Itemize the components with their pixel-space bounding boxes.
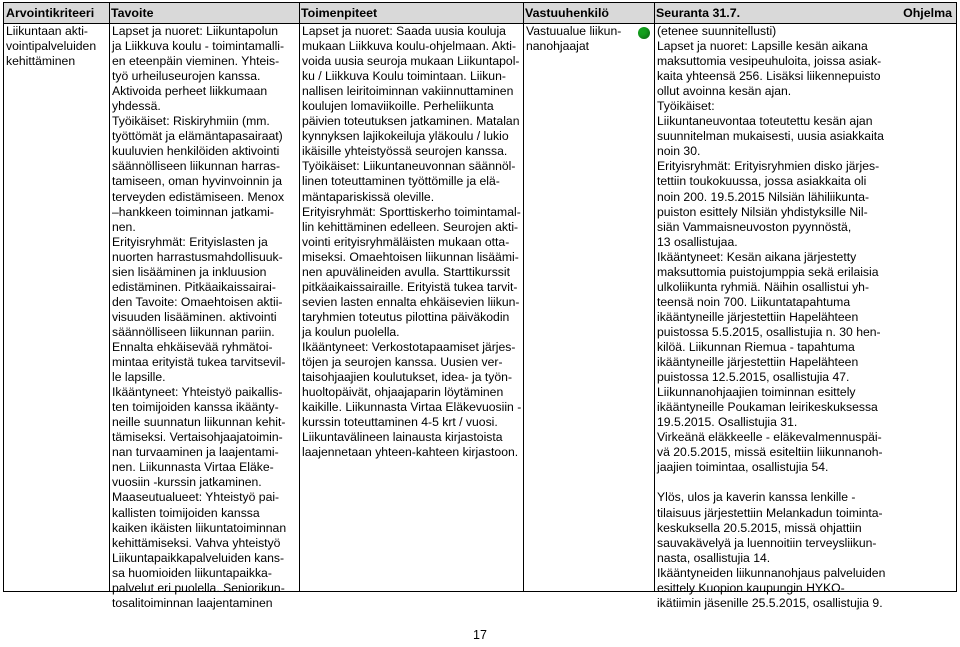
goal-line: edistäminen. Pitkäaikaissairai- (112, 279, 276, 294)
goal-line: vuosiin -kurssin jatkaminen. (112, 475, 262, 490)
followup-line: Liikunnanohjaajien toiminnan esittely (657, 385, 856, 400)
goal-line: kaiken ikäisten liikuntatoiminnan (112, 520, 287, 535)
action-line: Työikäiset: Liikuntaneuvonnan säännöl- (302, 159, 516, 174)
followup-line: kilöä. Liikunnan Riemua - tapahtuma (657, 339, 855, 354)
criterion-line: Liikuntaan akti- (6, 24, 88, 38)
followup-line: maksuttomia vesipeuhuloita, joissa asiak- (657, 54, 882, 69)
responsible-line: nanohjaajat (526, 39, 590, 54)
followup-line: ulkoliikunta ryhmiä. Näihin osallistui yh- (657, 279, 870, 294)
header-goal: Tavoite (111, 6, 154, 20)
goal-line: Erityisryhmät: Erityislasten ja (112, 234, 268, 249)
followup-line: Lapset ja nuoret: Lapsille kesän aikana (657, 39, 868, 54)
goal-line: palvelut eri puolella. Seniorikun- (112, 580, 285, 595)
followup-line: kaita yhteensä 256. Lisäksi liikennepuisto (657, 69, 881, 84)
goal-line: työ urheiluseurojen kanssa. (112, 69, 261, 84)
goal-line: terveyden edistämiseen. Menox (112, 189, 285, 204)
followup-line: Virkeänä eläkkeelle - eläkevalmennuspäi- (657, 430, 882, 445)
goal-line: nan turvaaminen ja laajentami- (112, 445, 279, 460)
followup-line: Ylös, ulos ja kaverin kanssa lenkille - (657, 490, 856, 505)
goal-line: tosalitoiminnan laajentaminen (112, 595, 273, 610)
action-line: kaikille. Liikunnasta Virtaa Eläkevuosiin - (302, 400, 522, 415)
action-line: miseksi. Omaehtoisen liikunnan lisäämi- (302, 249, 519, 264)
goal-line: Ikääntyneet: Yhteistyö paikallis- (112, 385, 283, 400)
followup-line: jaajien toimintaa, osallistujia 54. (657, 460, 829, 475)
action-line: ku / Liikkuva Koulu toimintaan. Liikun- (302, 69, 506, 84)
followup-line: puistossa 5.5.2015, osallistujia n. 30 hen- (657, 324, 881, 339)
action-line: ja koulun puolella. (302, 324, 400, 339)
plan-table (3, 2, 957, 610)
header-responsible: Vastuuhenkilö (525, 6, 609, 20)
followup-line: Erityisryhmät: Erityisryhmien disko järjes- (657, 159, 880, 174)
goal-line: Liikuntapaikkapalveluiden kans- (112, 550, 285, 565)
action-line: nen apuvälineiden avulla. Starttikurssit (302, 264, 510, 279)
followup-line: (etenee suunnitellusti) (657, 24, 777, 38)
goal-line: mintaa erityistä tukea tarvitsevil- (112, 355, 286, 370)
goal-line: nuorten harrastusmahdollisuuk- (112, 249, 283, 264)
goal-line: neille suunnatun liikunnan kehit- (112, 415, 286, 430)
followup-line: puiston esittely Nilsiän yhdistyksille Nil- (657, 204, 868, 219)
action-line: Ikääntyneet: Verkostotapaamiset järjes- (302, 339, 516, 354)
header-actions: Toimenpiteet (301, 6, 378, 20)
action-line: töjen ja seurojen kanssa. Uusien ver- (302, 355, 503, 370)
action-line: taryhmien toteutus pilottina päiväkodin (302, 309, 510, 324)
goal-line: sien lisääminen ja inkluusion (112, 264, 267, 279)
goal-line: nen. Liikunnasta Virtaa Eläke- (112, 460, 274, 475)
goal-line: Aktivoida perheet liikkumaan (112, 84, 268, 99)
followup-line: Työikäiset: (657, 99, 715, 114)
header-followup: Seuranta 31.7. (656, 6, 741, 20)
followup-line: noin 200. 19.5.2015 Nilsiän lähiliikunta- (657, 189, 870, 204)
criterion-cell (4, 24, 109, 591)
followup-line: puistossa 12.5.2015, osallistujia 47. (657, 370, 850, 385)
goal-line: den Tavoite: Omaehtoisen aktii- (112, 294, 283, 309)
goal-line: kehittämiseksi. Vahva yhteistyö (112, 535, 281, 550)
followup-line: maksuttomia puistojumppia sekä erilaisia (657, 264, 879, 279)
goal-line: Työikäiset: Riskiryhmiin (mm. (112, 114, 270, 129)
goal-line: Maaseutualueet: Yhteistyö pai- (112, 490, 280, 505)
followup-line: ikääntyneille järjestettiin Hapelähteen (657, 309, 859, 324)
status-indicator-green (638, 27, 650, 39)
responsible-line: Vastuualue liikun- (526, 24, 622, 38)
followup-line: ikätiimin jäsenille 25.5.2015, osallistujia 9. (657, 595, 883, 610)
followup-line: vä 20.5.2015, missä esiteltiin liikunnanoh- (657, 445, 883, 460)
goal-line: säännölliseen liikunnan harras- (112, 159, 281, 174)
action-line: Lapset ja nuoret: Saada uusia kouluja (302, 24, 506, 38)
action-line: koulujen lomaviikoille. Perheliikunta (302, 99, 494, 114)
responsible-cell (524, 24, 654, 591)
header-criterion: Arvointikriteeri (6, 6, 95, 20)
goal-line: työttömät ja elämäntapasairaat) (112, 129, 283, 144)
goal-line: ja Liikkuva koulu - toimintamalli- (112, 39, 285, 54)
followup-line: suunnitelman mukaisesti, uusia asiakkaita (657, 129, 884, 144)
goal-line: tämiseksi. Vertaisohjaajatoimin- (112, 430, 283, 445)
goal-line: Ennalta ehkäisevää ryhmätoi- (112, 339, 273, 354)
goal-line: kallisten toimijoiden kanssa (112, 505, 260, 520)
goal-line: en eteenpäin vieminen. Yhteis- (112, 54, 280, 69)
goal-line: yhdessä. (112, 99, 161, 114)
goal-line: sa huomioiden liikuntapaikka- (112, 565, 272, 580)
followup-line: sauvakävelyä ja luennoitiin terveysliikun- (657, 535, 877, 550)
action-line: huoltopäivät, ohjaajaparin löytäminen (302, 385, 504, 400)
action-line: mukaan Liikkuva koulu-ohjelmaan. Akti- (302, 39, 517, 54)
followup-line: Ikääntyneet: Kesän aikana järjestetty (657, 249, 857, 264)
goal-line: kuuluvien henkilöiden aktivointi (112, 144, 280, 159)
goal-line: tamiseen, oman hyvinvoinnin ja (112, 174, 283, 189)
followup-line: teensä noin 700. Liikuntatapahtuma (657, 294, 851, 309)
followup-line: 13 osallistujaa. (657, 234, 738, 249)
action-line: pitkäaikaissairaille. Erityistä tukea tarvit- (302, 279, 518, 294)
followup-line: ollut avoinna kesän ajan. (657, 84, 792, 99)
action-line: Liikuntavälineen lainausta kirjastoista (302, 430, 503, 445)
goal-line: ten toimijoiden kanssa ikäänty- (112, 400, 279, 415)
header-program: Ohjelma (903, 6, 952, 20)
action-line: voida uusia seuroja mukaan Liikuntapol- (302, 54, 520, 69)
followup-line: nasta, osallistujia 14. (657, 550, 771, 565)
followup-line: 19.5.2015. Osallistujia 31. (657, 415, 798, 430)
action-line: taisohjaajien koulutukset, idea- ja työn- (302, 370, 513, 385)
page-number: 17 (473, 628, 487, 642)
goal-line: visuuden lisääminen. aktivointi (112, 309, 277, 324)
goal-line: nen. (112, 219, 136, 234)
action-line: Erityisryhmät: Sporttiskerho toimintamal- (302, 204, 521, 219)
goal-line: Lapset ja nuoret: Liikuntapolun (112, 24, 279, 38)
action-line: vointi erityisryhmäläisten mukaan otta- (302, 234, 510, 249)
action-line: lin kehittäminen edelleen. Seurojen akti- (302, 219, 519, 234)
action-line: nallisen leiritoiminnan vakiinnuttaminen (302, 84, 514, 99)
followup-line: ikääntyneille järjestettiin Hapelähteen (657, 355, 859, 370)
paragraph-gap (657, 475, 956, 490)
followup-line: Liikuntaneuvontaa toteutettu kesän ajan (657, 114, 873, 129)
action-line: mäntapariskissä oleville. (302, 189, 435, 204)
goal-line: le lapsille. (112, 370, 166, 385)
action-line: ikäisille yhteistyössä seurojen kanssa. (302, 144, 508, 159)
goal-line: –hankkeen toiminnan jatkami- (112, 204, 274, 219)
goal-line: säännölliseen liikunnan pariin. (112, 324, 275, 339)
followup-line: noin 30. (657, 144, 701, 159)
action-line: laajennetaan yhteen-kahteen kirjastoon. (302, 445, 519, 460)
followup-line: ikääntyneille Poukaman leirikeskuksessa (657, 400, 878, 415)
criterion-line: kehittäminen (6, 54, 76, 69)
followup-line: keskuksella 20.5.2015, missä ohjattiin (657, 520, 862, 535)
action-line: sevien lasten ennalta ehkäisevien liikun- (302, 294, 520, 309)
followup-cell (655, 24, 956, 610)
action-line: kurssin toteuttaminen 4-5 krt / vuosi. (302, 415, 498, 430)
action-line: päivien toteutuksen jatkaminen. Matalan (302, 114, 520, 129)
followup-line: esittely Kuopion kaupungin HYKO- (657, 580, 845, 595)
followup-line: tilaisuus järjestettiin Melankadun toiminta- (657, 505, 883, 520)
followup-line: siän Vammaisneuvoston pyynnöstä, (657, 219, 852, 234)
followup-line: tettiin toukokuussa, jossa asiakkaita oli (657, 174, 867, 189)
followup-line: Ikääntyneiden liikunnanohjaus palveluiden (657, 565, 886, 580)
action-line: kynnyksen lajikokeiluja yläkoulu / lukio (302, 129, 509, 144)
actions-cell (300, 24, 523, 591)
goal-cell (110, 24, 299, 610)
criterion-line: vointipalveluiden (6, 39, 97, 54)
action-line: linen toteuttaminen työttömille ja elä- (302, 174, 500, 189)
table-header-row (4, 3, 956, 24)
